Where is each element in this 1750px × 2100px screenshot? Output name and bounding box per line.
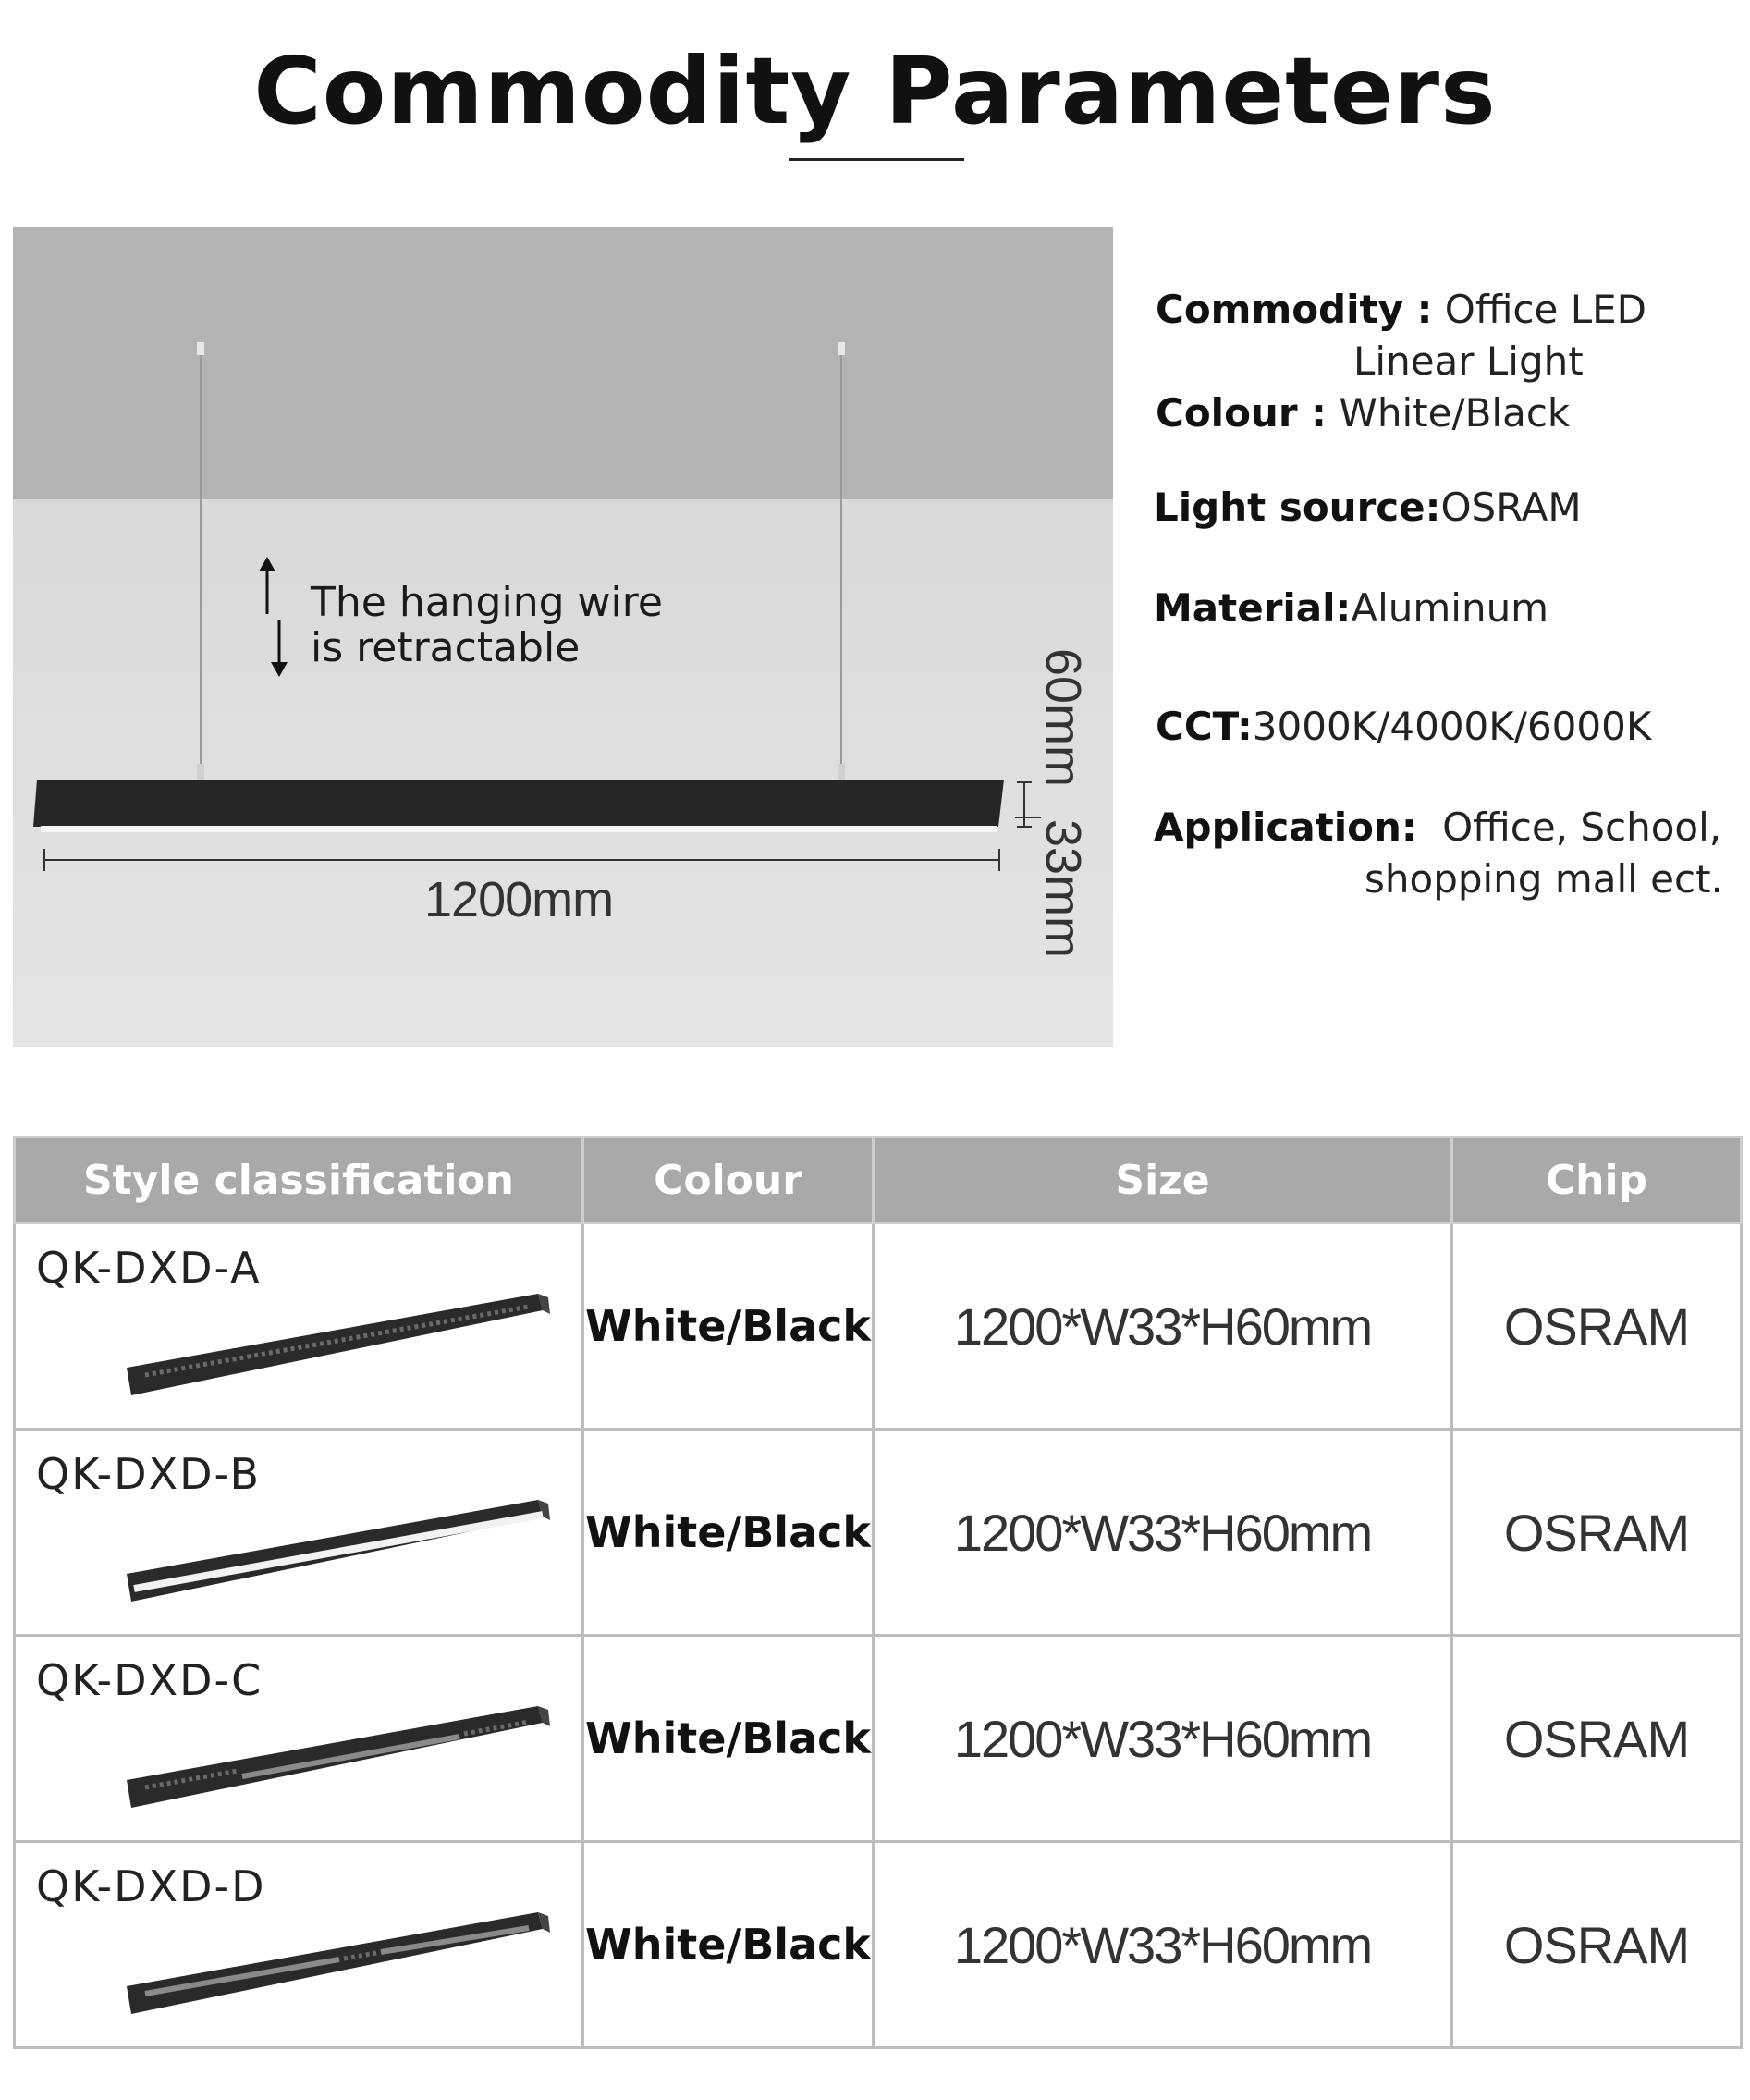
product-image xyxy=(13,227,1113,1047)
table-row xyxy=(15,1223,1742,1430)
wire-note-line2: is retractable xyxy=(311,624,581,671)
wire-clip-right xyxy=(838,764,845,780)
cell-size xyxy=(874,1430,1452,1636)
spec-colour xyxy=(1156,390,1570,436)
ceiling-mount-left xyxy=(197,342,204,355)
ceiling-mount-right xyxy=(838,342,845,355)
spec-cct xyxy=(1156,704,1651,749)
spec-colour-key: Colour : xyxy=(1156,390,1327,436)
table-row xyxy=(15,1636,1742,1842)
cell-size xyxy=(874,1223,1452,1430)
width-label: 33mm xyxy=(1035,819,1091,959)
spec-material-value: Aluminum xyxy=(1351,585,1549,631)
colour-value: White/Black xyxy=(585,1920,871,1970)
cell-size xyxy=(874,1842,1452,2048)
height-label: 60mm xyxy=(1035,648,1091,788)
spec-application-value: Office, School, xyxy=(1442,804,1722,850)
header-size: Size xyxy=(874,1137,1452,1223)
cell-chip xyxy=(1452,1223,1742,1430)
linear-light-diffuser-icon xyxy=(108,1500,552,1620)
spec-cct-key: CCT: xyxy=(1156,704,1253,749)
cell-chip xyxy=(1452,1430,1742,1636)
spec-application-key: Application: xyxy=(1154,804,1417,850)
cell-chip xyxy=(1452,1636,1742,1842)
chip-value: OSRAM xyxy=(1503,1503,1690,1562)
table-row xyxy=(15,1430,1742,1636)
spec-cct-value: 3000K/4000K/6000K xyxy=(1252,704,1652,749)
spec-colour-value: White/Black xyxy=(1339,390,1571,436)
spec-commodity xyxy=(1156,287,1646,332)
spec-light-source xyxy=(1154,485,1582,530)
cell-style xyxy=(15,1430,583,1636)
model-code: QK-DXD-D xyxy=(36,1861,266,1911)
cell-chip xyxy=(1452,1842,1742,2048)
header-style-classification: Style classification xyxy=(15,1137,583,1223)
size-value: 1200*W33*H60mm xyxy=(953,1503,1372,1562)
spec-material-key: Material: xyxy=(1154,585,1352,631)
model-code: QK-DXD-B xyxy=(36,1449,262,1499)
cell-size xyxy=(874,1636,1452,1842)
size-value: 1200*W33*H60mm xyxy=(953,1915,1372,1974)
cell-style xyxy=(15,1842,583,2048)
page-title: Commodity Parameters xyxy=(253,37,1497,145)
size-value: 1200*W33*H60mm xyxy=(953,1709,1372,1768)
chip-value: OSRAM xyxy=(1503,1915,1690,1974)
size-value: 1200*W33*H60mm xyxy=(953,1296,1372,1356)
model-code: QK-DXD-C xyxy=(36,1655,263,1705)
header-colour: Colour xyxy=(583,1137,874,1223)
wire-clip-left xyxy=(197,764,204,780)
spec-light-source-value: OSRAM xyxy=(1440,485,1582,530)
colour-value: White/Black xyxy=(585,1713,871,1763)
cell-colour xyxy=(583,1842,874,2048)
cell-style xyxy=(15,1636,583,1842)
linear-light-louver-icon xyxy=(108,1294,552,1414)
chip-value: OSRAM xyxy=(1503,1709,1690,1768)
cell-colour xyxy=(583,1636,874,1842)
spec-material xyxy=(1154,585,1548,631)
colour-value: White/Black xyxy=(585,1507,871,1557)
spec-application xyxy=(1154,804,1721,850)
pendant-light-drawing xyxy=(13,227,1113,1047)
light-body xyxy=(33,780,1004,827)
chip-value: OSRAM xyxy=(1503,1296,1690,1356)
header-chip: Chip xyxy=(1452,1137,1742,1223)
colour-value: White/Black xyxy=(585,1301,871,1351)
light-diffuser xyxy=(41,826,997,832)
wire-note-line1: The hanging wire xyxy=(311,579,663,626)
spec-commodity-key: Commodity : xyxy=(1156,287,1433,332)
cell-colour xyxy=(583,1430,874,1636)
model-code: QK-DXD-A xyxy=(36,1243,262,1293)
table-header-row xyxy=(15,1137,1742,1223)
spec-application-value-line2: shopping mall ect. xyxy=(1365,856,1723,902)
cell-colour xyxy=(583,1223,874,1430)
spec-light-source-key: Light source: xyxy=(1154,485,1441,530)
cell-style xyxy=(15,1223,583,1430)
spec-commodity-value-line2: Linear Light xyxy=(1353,338,1584,384)
length-label: 1200mm xyxy=(424,872,614,927)
table-row xyxy=(15,1842,1742,2048)
title-underline xyxy=(789,158,964,161)
linear-light-segment-icon xyxy=(108,1912,552,2032)
product-table xyxy=(13,1136,1743,2049)
spec-commodity-value: Office LED xyxy=(1444,287,1646,332)
linear-light-mixed-icon xyxy=(108,1706,552,1826)
